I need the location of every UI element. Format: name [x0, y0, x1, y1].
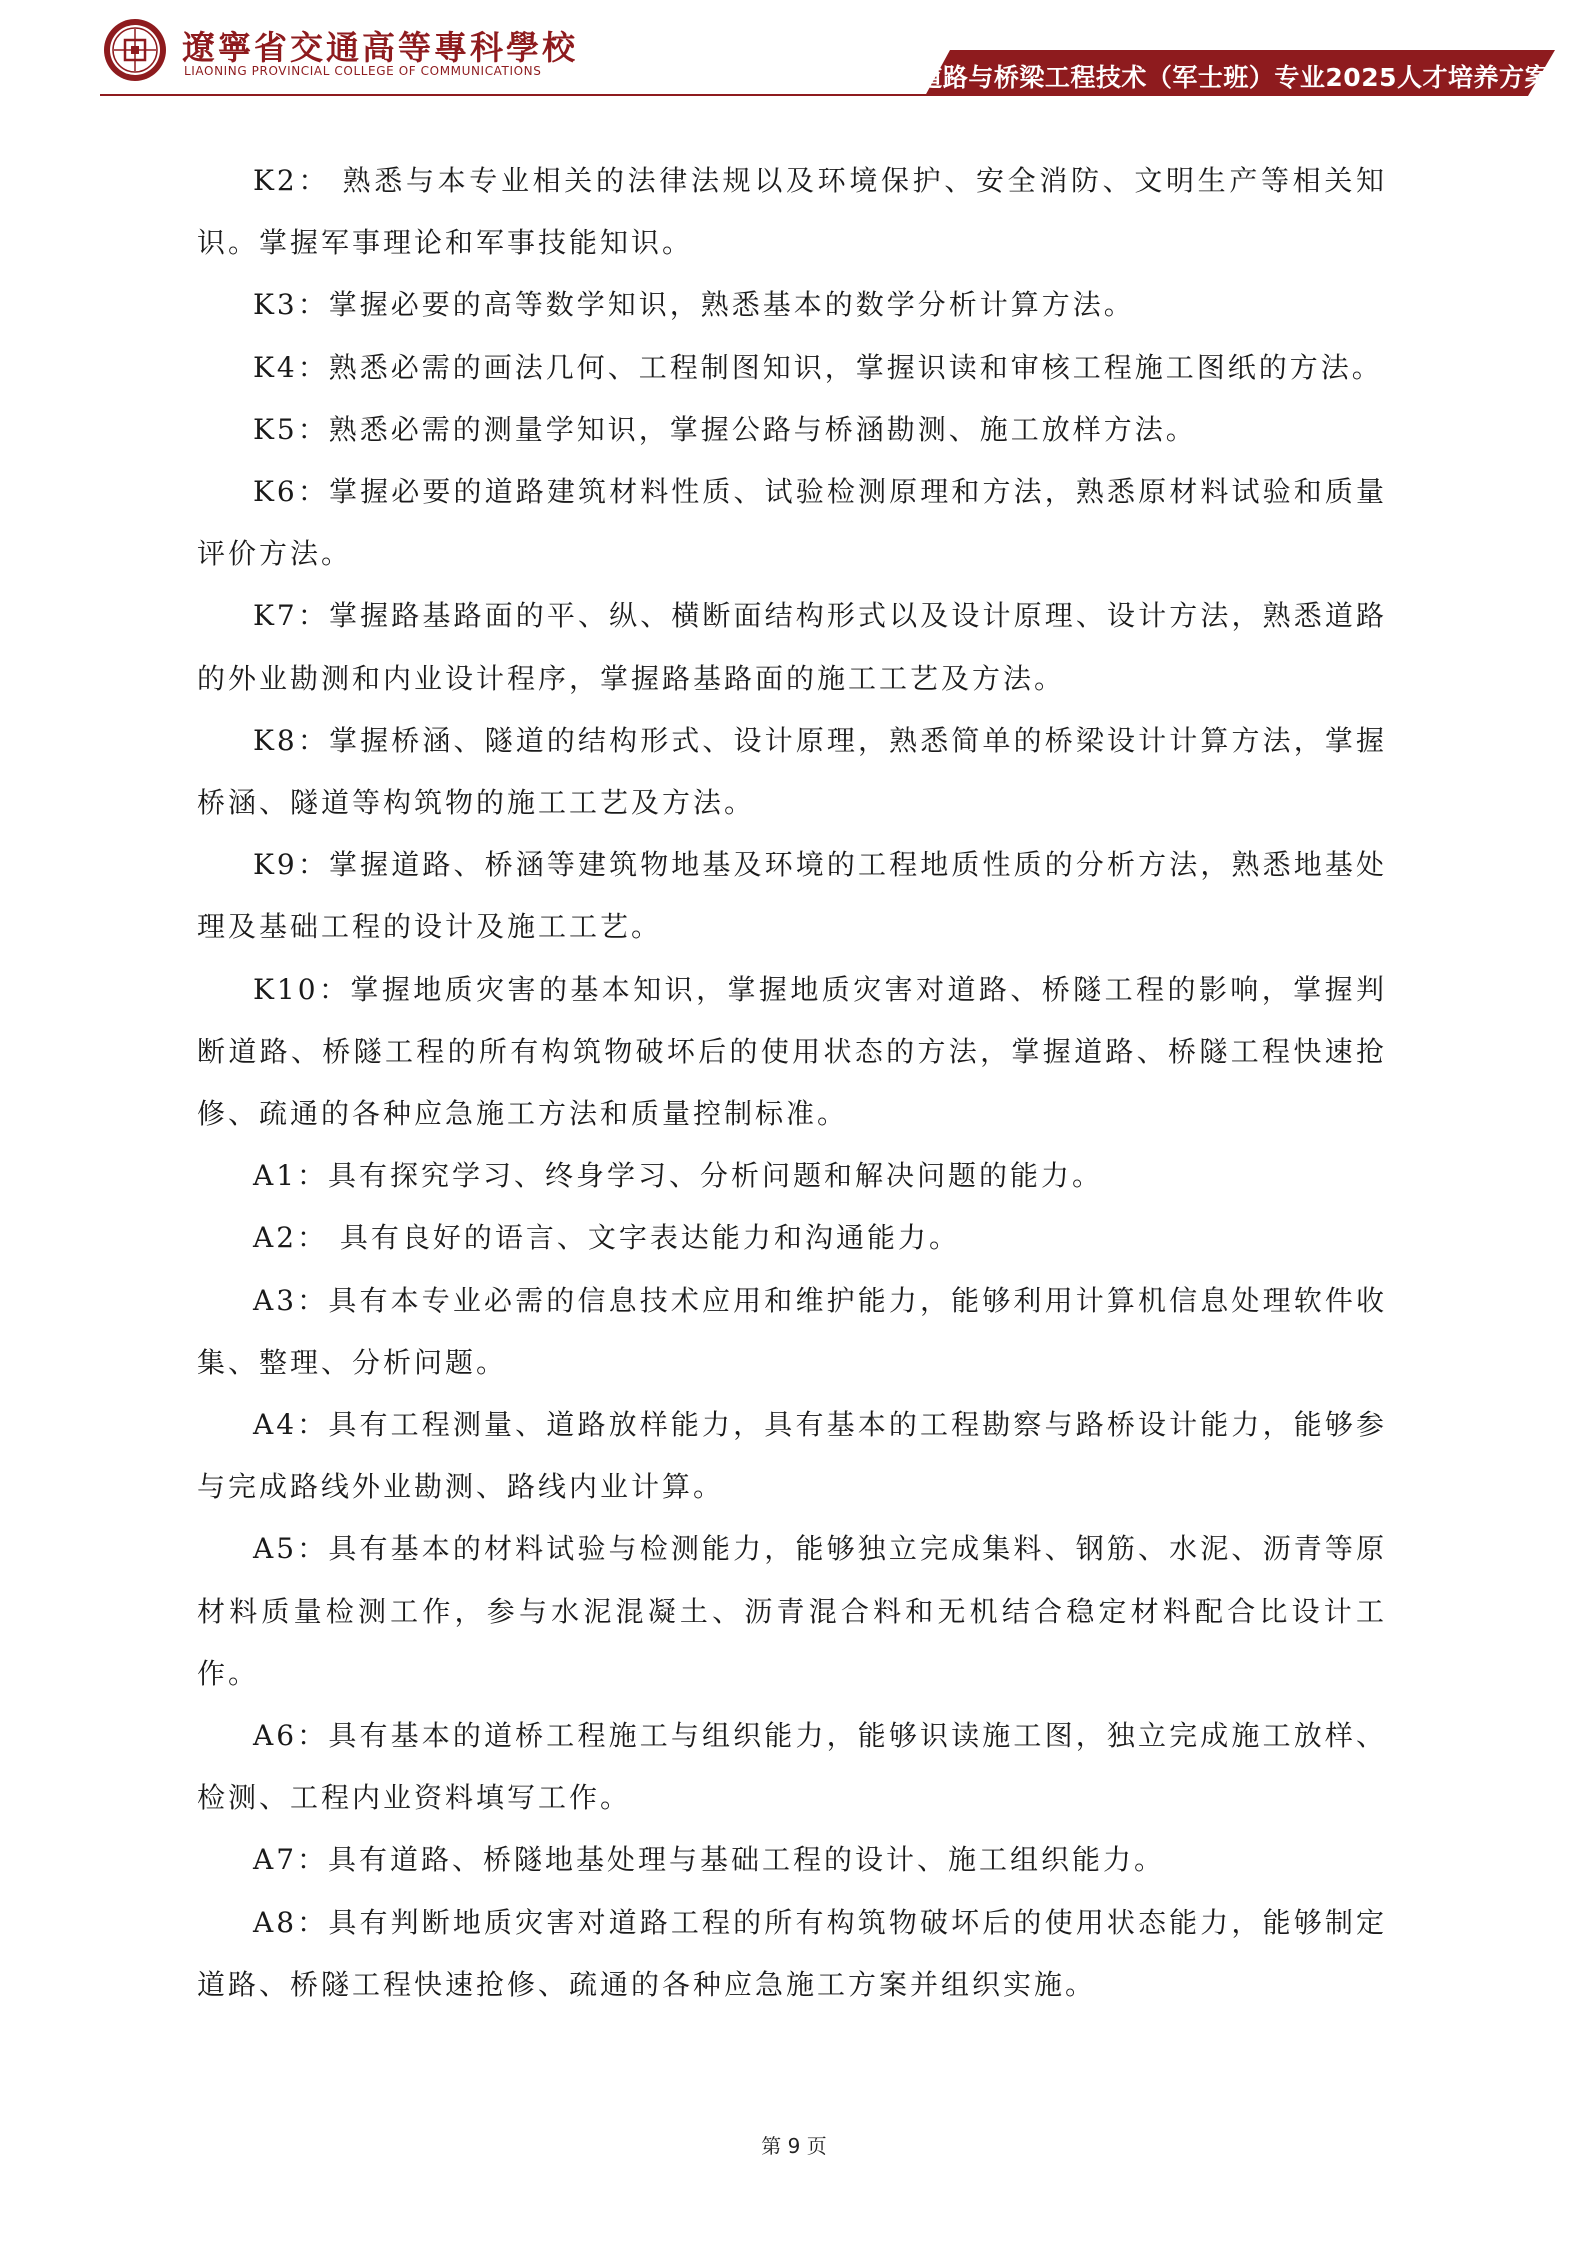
paragraph-k4: K4：熟悉必需的画法几何、工程制图知识，掌握识读和审核工程施工图纸的方法。 [253, 350, 1383, 384]
paragraph-a8: A8：具有判断地质灾害对道路工程的所有构筑物破坏后的使用状态能力，能够制定道路、桥隧工程快速抢修、疏通的各种应急施工方案并组织实施。 [197, 1905, 1387, 2001]
paragraph-a7: A7：具有道路、桥隧地基处理与基础工程的设计、施工组织能力。 [253, 1843, 1166, 1877]
paragraph-k8: K8：掌握桥涵、隧道的结构形式、设计原理，熟悉简单的桥梁设计计算方法，掌握桥涵、隧道等构筑物的施工工艺及方法。 [197, 723, 1387, 820]
paragraph-a4: A4：具有工程测量、道路放样能力，具有基本的工程勘察与路桥设计能力，能够参与完成路线外业勘测、路线内业计算。 [197, 1408, 1387, 1504]
school-name-en: LIAONING PROVINCIAL COLLEGE OF COMMUNICATIONS [184, 64, 542, 78]
paragraph-a5: A5：具有基本的材料试验与检测能力，能够独立完成集料、钢筋、水泥、沥青等原材料质量检测工作，参与水泥混凝土、沥青混合料和无机结合稳定材料配合比设计工作。 [197, 1532, 1387, 1690]
school-seal-icon [102, 17, 168, 83]
paragraph-k3: K3：掌握必要的高等数学知识，熟悉基本的数学分析计算方法。 [253, 288, 1135, 322]
school-name-cn: 遼寧省交通高等專科學校 [182, 28, 578, 67]
page-number: 第 9 页 [761, 2134, 827, 2158]
paragraph-a3: A3：具有本专业必需的信息技术应用和维护能力，能够利用计算机信息处理软件收集、整理、分析问题。 [197, 1283, 1387, 1379]
paragraph-a6: A6：具有基本的道桥工程施工与组织能力，能够识读施工图，独立完成施工放样、检测、工程内业资料填写工作。 [197, 1719, 1387, 1815]
paragraph-a2: A2： 具有良好的语言、文字表达能力和沟通能力。 [253, 1221, 960, 1255]
paragraph-k10: K10：掌握地质灾害的基本知识，掌握地质灾害对道路、桥隧工程的影响，掌握判断道路、桥隧工程的所有构筑物破坏后的使用状态的方法，掌握道路、桥隧工程快速抢修、疏通的各种应急施工方法和质量控制标准。 [197, 972, 1387, 1131]
page-body [197, 150, 1387, 2016]
paragraph-k7: K7：掌握路基路面的平、纵、横断面结构形式以及设计原理、设计方法，熟悉道路的外业勘测和内业设计程序，掌握路基路面的施工工艺及方法。 [197, 599, 1387, 695]
paragraph-k2: K2： 熟悉与本专业相关的法律法规以及环境保护、安全消防、文明生产等相关知识。掌握军事理论和军事技能知识。 [197, 164, 1387, 260]
document-title: 道路与桥梁工程技术（军士班）专业2025人才培养方案 [917, 63, 1550, 92]
page-header [0, 0, 1588, 100]
paragraph-k6: K6：掌握必要的道路建筑材料性质、试验检测原理和方法，熟悉原材料试验和质量评价方法。 [197, 475, 1387, 571]
paragraph-a1: A1：具有探究学习、终身学习、分析问题和解决问题的能力。 [253, 1159, 1104, 1193]
paragraph-k9: K9：掌握道路、桥涵等建筑物地基及环境的工程地质性质的分析方法，熟悉地基处理及基础工程的设计及施工工艺。 [197, 848, 1387, 944]
paragraph-k5: K5：熟悉必需的测量学知识，掌握公路与桥涵勘测、施工放样方法。 [253, 412, 1197, 446]
